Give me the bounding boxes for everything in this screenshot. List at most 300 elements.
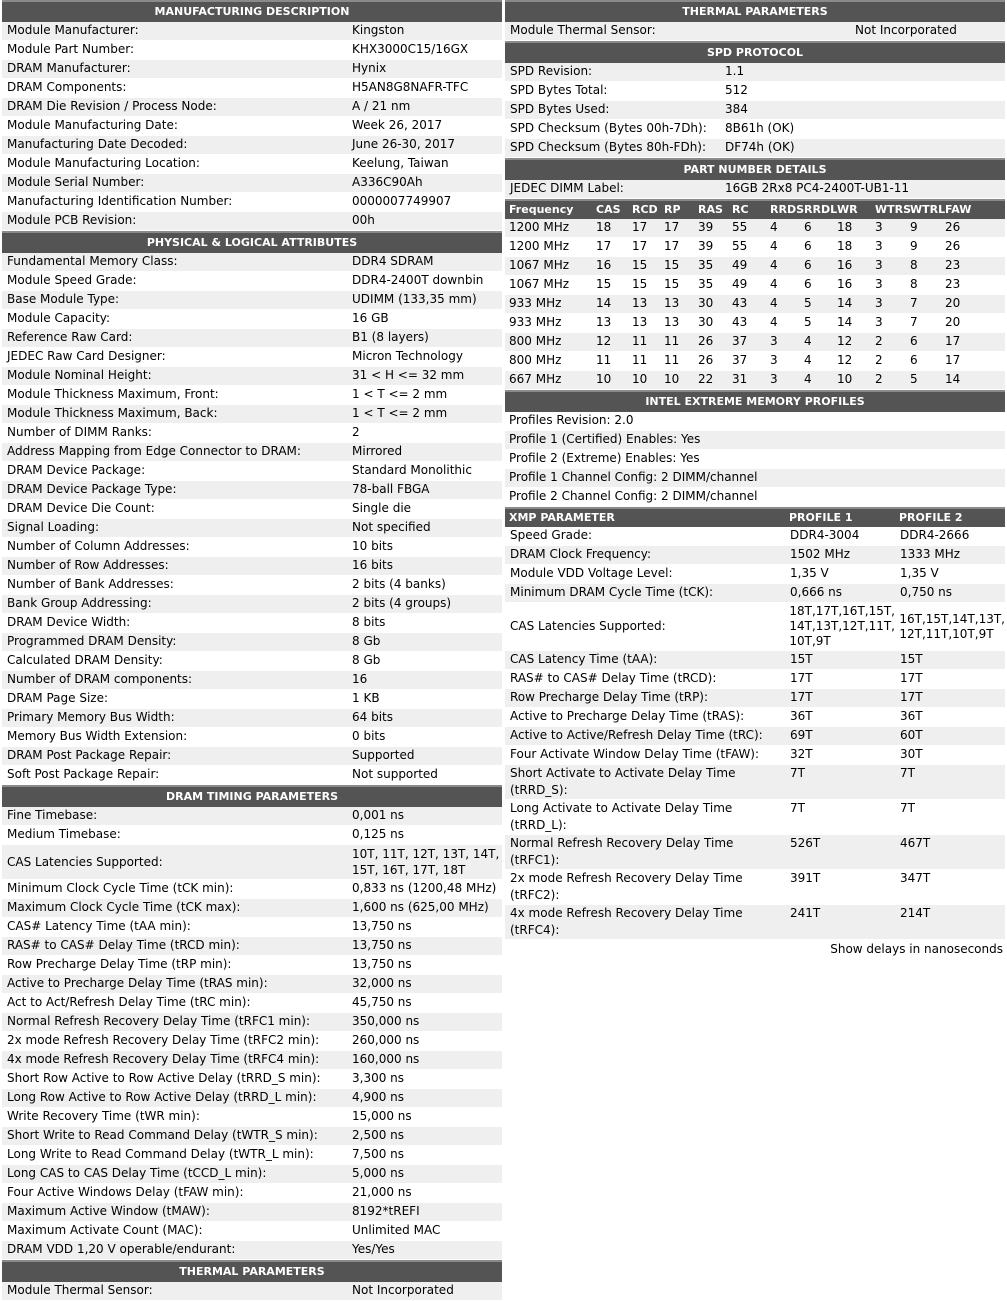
table-cell: 3: [875, 296, 883, 310]
table-row: [2, 956, 502, 975]
table-cell: 17T: [900, 690, 923, 704]
row-label: Module Thermal Sensor:: [510, 23, 656, 37]
table-cell: 7T: [900, 801, 915, 815]
table-row: [505, 82, 1005, 101]
row-value: 8 bits: [352, 615, 386, 629]
table-cell: 7: [910, 296, 918, 310]
table-cell: 1200 MHz: [509, 220, 570, 234]
section-header: PART NUMBER DETAILS: [505, 158, 1005, 180]
table-cell: 1067 MHz: [509, 258, 570, 272]
row-value: DF74h (OK): [725, 140, 795, 154]
table-cell: 1067 MHz: [509, 277, 570, 291]
row-value: Single die: [352, 501, 412, 515]
row-value: 0,833 ns (1200,48 MHz): [352, 881, 497, 895]
table-row: [2, 1241, 502, 1260]
table-row: [2, 937, 502, 956]
table-row: [505, 314, 1005, 333]
table-row: [2, 462, 502, 481]
xmp-line: Profiles Revision: 2.0: [505, 412, 1005, 431]
row-label: Number of Bank Addresses:: [7, 577, 174, 591]
table-cell: 667 MHz: [509, 372, 562, 386]
table-row: [2, 117, 502, 136]
table-row: [505, 352, 1005, 371]
column-header: RAS: [698, 203, 723, 216]
table-cell: 18: [596, 220, 612, 234]
table-cell: 12: [837, 334, 853, 348]
table-cell: 15T: [900, 652, 923, 666]
table-cell: 7T: [900, 766, 915, 780]
table-row: [2, 1222, 502, 1241]
row-label: DRAM Post Package Repair:: [7, 748, 172, 762]
table-cell: 39: [698, 239, 714, 253]
table-cell: 2: [875, 334, 883, 348]
row-label: Module Speed Grade:: [7, 273, 137, 287]
row-label: Module Thickness Maximum, Front:: [7, 387, 219, 401]
table-row: [505, 565, 1005, 584]
table-cell: 15: [632, 277, 648, 291]
row-value: 0000007749907: [352, 194, 452, 208]
table-row: [2, 60, 502, 79]
row-value: 10 bits: [352, 539, 393, 553]
table-cell: 30: [698, 315, 714, 329]
row-value: Week 26, 2017: [352, 118, 443, 132]
table-cell: 3: [770, 372, 778, 386]
xmp-line: Profile 2 Channel Config: 2 DIMM/channel: [505, 488, 1005, 507]
table-cell: 13: [664, 296, 680, 310]
table-cell: 37: [732, 353, 748, 367]
table-cell: 17: [596, 239, 612, 253]
table-row: [505, 603, 1005, 651]
frequency-table: [505, 199, 1005, 390]
row-value: A / 21 nm: [352, 99, 411, 113]
row-value: Unlimited MAC: [352, 1223, 441, 1237]
table-cell: 15: [596, 277, 612, 291]
row-label: Maximum Clock Cycle Time (tCK max):: [7, 900, 241, 914]
table-row: [2, 1032, 502, 1051]
table-row: [2, 22, 502, 41]
row-value: Yes/Yes: [352, 1242, 395, 1256]
row-value: 4,900 ns: [352, 1090, 405, 1104]
table-row: [505, 670, 1005, 689]
row-label: Module Manufacturer:: [7, 23, 139, 37]
table-cell: 26: [698, 353, 714, 367]
row-label: SPD Revision:: [510, 64, 593, 78]
table-cell: Speed Grade:: [510, 528, 593, 542]
table-row: [2, 690, 502, 709]
table-cell: 3: [875, 239, 883, 253]
table-cell: 214T: [900, 906, 931, 920]
table-cell: 6: [804, 239, 812, 253]
table-cell: 17: [945, 353, 961, 367]
row-label: Signal Loading:: [7, 520, 100, 534]
row-value: 32,000 ns: [352, 976, 412, 990]
row-label: Memory Bus Width Extension:: [7, 729, 188, 743]
section-header: THERMAL PARAMETERS: [505, 0, 1005, 22]
table-cell: 4: [770, 315, 778, 329]
row-value: 00h: [352, 213, 375, 227]
table-cell: 11: [596, 353, 612, 367]
row-label: DRAM Device Package Type:: [7, 482, 177, 496]
row-value: 13,750 ns: [352, 957, 412, 971]
table-row: [2, 174, 502, 193]
section-part: [505, 158, 1005, 199]
table-cell: 6: [910, 334, 918, 348]
table-row: [505, 651, 1005, 670]
table-row: [2, 212, 502, 231]
row-label: Maximum Active Window (tMAW):: [7, 1204, 210, 1218]
table-row: [2, 595, 502, 614]
table-row: [505, 708, 1005, 727]
table-row: [505, 101, 1005, 120]
table-row: [2, 807, 502, 826]
table-row: [2, 500, 502, 519]
row-value: Not Incorporated: [352, 1283, 454, 1297]
table-cell: 8: [910, 258, 918, 272]
row-label: Short Row Active to Row Active Delay (tRRD_S min):: [7, 1071, 321, 1085]
table-cell: 10: [664, 372, 680, 386]
row-value: 8192*tREFI: [352, 1204, 420, 1218]
row-value: 0 bits: [352, 729, 386, 743]
row-value: Kingston: [352, 23, 405, 37]
table-cell: 20: [945, 315, 961, 329]
table-cell: 22: [698, 372, 714, 386]
row-value: 31 < H <= 32 mm: [352, 368, 465, 382]
row-value: 3,300 ns: [352, 1071, 405, 1085]
row-value: 260,000 ns: [352, 1033, 420, 1047]
table-cell: 11: [664, 353, 680, 367]
table-row: [2, 193, 502, 212]
row-label: Number of DRAM components:: [7, 672, 193, 686]
table-cell: 13: [664, 315, 680, 329]
table-cell: 30T: [900, 747, 923, 761]
table-cell: Short Activate to Activate Delay Time (tRRD_S):: [510, 766, 736, 797]
table-cell: 0,750 ns: [900, 585, 953, 599]
table-cell: 4: [804, 353, 812, 367]
row-label: Base Module Type:: [7, 292, 120, 306]
row-value: 78-ball FBGA: [352, 482, 430, 496]
row-label: Module Thermal Sensor:: [7, 1283, 153, 1297]
table-cell: 3: [875, 220, 883, 234]
table-cell: 11: [632, 334, 648, 348]
row-label: Bank Group Addressing:: [7, 596, 152, 610]
row-value: 2 bits (4 banks): [352, 577, 446, 591]
table-cell: 241T: [790, 906, 821, 920]
row-value: 0,125 ns: [352, 827, 405, 841]
table-cell: 17: [632, 239, 648, 253]
table-cell: 1,35 V: [900, 566, 939, 580]
table-row: [2, 576, 502, 595]
xmp-profile-lines: [505, 412, 1005, 507]
table-row: [505, 333, 1005, 352]
table-row: [2, 826, 502, 845]
table-cell: 30: [698, 296, 714, 310]
table-cell: 14: [837, 296, 853, 310]
row-value: 45,750 ns: [352, 995, 412, 1009]
row-value: Not specified: [352, 520, 431, 534]
row-value: 7,500 ns: [352, 1147, 405, 1161]
table-row: [505, 120, 1005, 139]
table-cell: 18: [837, 239, 853, 253]
row-value: 350,000 ns: [352, 1014, 420, 1028]
row-value: 5,000 ns: [352, 1166, 405, 1180]
row-value: 15,000 ns: [352, 1109, 412, 1123]
table-row: [2, 443, 502, 462]
table-cell: 4: [770, 220, 778, 234]
row-label: Module Serial Number:: [7, 175, 145, 189]
row-value: 0,001 ns: [352, 808, 405, 822]
table-cell: 3: [875, 315, 883, 329]
table-cell: 17T: [790, 690, 813, 704]
section-header: MANUFACTURING DESCRIPTION: [2, 0, 502, 22]
row-label: DRAM Manufacturer:: [7, 61, 131, 75]
table-cell: 0,666 ns: [790, 585, 843, 599]
column-header: RP: [664, 203, 681, 216]
section-spd: [505, 41, 1005, 158]
nanoseconds-toggle-link[interactable]: Show delays in nanoseconds: [830, 942, 1003, 956]
table-row: [2, 348, 502, 367]
row-label: Module Capacity:: [7, 311, 111, 325]
row-value: 64 bits: [352, 710, 393, 724]
row-label: SPD Checksum (Bytes 00h-7Dh):: [510, 121, 707, 135]
table-cell: 55: [732, 220, 748, 234]
table-cell: 26: [945, 220, 961, 234]
table-cell: 69T: [790, 728, 813, 742]
row-label: Medium Timebase:: [7, 827, 121, 841]
table-cell: 4: [770, 239, 778, 253]
row-label: Module Thickness Maximum, Back:: [7, 406, 218, 420]
table-cell: 36T: [790, 709, 813, 723]
row-label: DRAM Components:: [7, 80, 127, 94]
table-cell: 467T: [900, 836, 931, 850]
table-cell: 36T: [900, 709, 923, 723]
table-cell: 2: [875, 372, 883, 386]
table-row: [505, 219, 1005, 238]
row-label: SPD Checksum (Bytes 80h-FDh):: [510, 140, 707, 154]
table-cell: 13: [632, 296, 648, 310]
row-label: Four Active Windows Delay (tFAW min):: [7, 1185, 244, 1199]
row-label: DRAM Page Size:: [7, 691, 109, 705]
table-cell: 5: [804, 315, 812, 329]
table-row: [2, 519, 502, 538]
right-column: [505, 0, 1005, 958]
table-row: [505, 63, 1005, 82]
table-cell: 12: [837, 353, 853, 367]
row-value: Micron Technology: [352, 349, 463, 363]
row-label: SPD Bytes Total:: [510, 83, 608, 97]
table-cell: Active to Precharge Delay Time (tRAS):: [510, 709, 745, 723]
section-header: PHYSICAL & LOGICAL ATTRIBUTES: [2, 231, 502, 253]
column-header: RC: [732, 203, 749, 216]
row-label: Manufacturing Identification Number:: [7, 194, 233, 208]
row-label: Write Recovery Time (tWR min):: [7, 1109, 200, 1123]
table-cell: 16: [837, 258, 853, 272]
table-cell: 49: [732, 258, 748, 272]
row-value: Supported: [352, 748, 415, 762]
table-row: [505, 689, 1005, 708]
table-row: [2, 79, 502, 98]
row-label: JEDEC DIMM Label:: [510, 181, 624, 195]
section-thermal: [505, 0, 1005, 41]
table-cell: 43: [732, 315, 748, 329]
column-header: Frequency: [509, 203, 574, 216]
table-cell: 3: [875, 277, 883, 291]
row-value: 8 Gb: [352, 634, 381, 648]
table-row: [2, 671, 502, 690]
table-cell: Normal Refresh Recovery Delay Time (tRFC1):: [510, 836, 734, 867]
row-value: 160,000 ns: [352, 1052, 420, 1066]
row-value: H5AN8G8NAFR-TFC: [352, 80, 469, 94]
xmp-line: Profile 2 (Extreme) Enables: Yes: [505, 450, 1005, 469]
table-row: [2, 1013, 502, 1032]
table-cell: 18: [837, 220, 853, 234]
row-label: Number of Column Addresses:: [7, 539, 190, 553]
table-row: [505, 22, 1005, 41]
table-cell: 60T: [900, 728, 923, 742]
table-cell: 347T: [900, 871, 931, 885]
table-row: [2, 880, 502, 899]
table-row: [2, 1282, 502, 1301]
table-row: [2, 1146, 502, 1165]
table-cell: Minimum DRAM Cycle Time (tCK):: [510, 585, 714, 599]
table-cell: Active to Active/Refresh Delay Time (tRC):: [510, 728, 763, 742]
table-row: [505, 371, 1005, 390]
table-cell: 17: [664, 220, 680, 234]
row-value: B1 (8 layers): [352, 330, 429, 344]
table-cell: 26: [945, 239, 961, 253]
table-cell: 9: [910, 239, 918, 253]
row-label: Long Write to Read Command Delay (tWTR_L min):: [7, 1147, 314, 1161]
table-row: [2, 899, 502, 918]
table-cell: CAS Latency Time (tAA):: [510, 652, 658, 666]
table-row: [505, 546, 1005, 565]
row-label: JEDEC Raw Card Designer:: [7, 349, 166, 363]
table-cell: 23: [945, 277, 961, 291]
row-label: Manufacturing Date Decoded:: [7, 137, 188, 151]
table-row: [2, 1184, 502, 1203]
table-row: [505, 584, 1005, 603]
table-row: [2, 557, 502, 576]
row-label: Programmed DRAM Density:: [7, 634, 177, 648]
column-header: CAS: [596, 203, 621, 216]
table-cell: 800 MHz: [509, 353, 562, 367]
row-label: DRAM Die Revision / Process Node:: [7, 99, 217, 113]
table-row: [505, 527, 1005, 546]
row-label: Long Row Active to Row Active Delay (tRRD_L min):: [7, 1090, 317, 1104]
table-row: [2, 747, 502, 766]
table-cell: 4: [770, 296, 778, 310]
table-row: [2, 652, 502, 671]
table-row: [505, 905, 1005, 940]
row-label: DRAM Device Width:: [7, 615, 131, 629]
row-value: 10T, 11T, 12T, 13T, 14T, 15T, 16T, 17T, 18T: [352, 847, 500, 877]
section-physical: [2, 231, 502, 785]
table-cell: Module VDD Voltage Level:: [510, 566, 673, 580]
table-cell: 6: [910, 353, 918, 367]
row-value: 1 < T <= 2 mm: [352, 387, 448, 401]
table-row: [505, 800, 1005, 835]
table-cell: 14: [837, 315, 853, 329]
section-header: INTEL EXTREME MEMORY PROFILES: [505, 390, 1005, 412]
table-cell: 17: [664, 239, 680, 253]
table-cell: 15T: [790, 652, 813, 666]
row-label: Normal Refresh Recovery Delay Time (tRFC1 min):: [7, 1014, 311, 1028]
table-row: [2, 405, 502, 424]
row-label: Number of DIMM Ranks:: [7, 425, 152, 439]
row-value: Hynix: [352, 61, 387, 75]
table-row: [2, 1051, 502, 1070]
table-cell: 23: [945, 258, 961, 272]
table-cell: Long Activate to Activate Delay Time (tRRD_L):: [510, 801, 733, 832]
section-header: DRAM TIMING PARAMETERS: [2, 785, 502, 807]
section-xmp: [505, 390, 1005, 958]
table-cell: 933 MHz: [509, 296, 562, 310]
table-cell: 11: [664, 334, 680, 348]
row-value: 16GB 2Rx8 PC4-2400T-UB1-11: [725, 181, 910, 195]
table-cell: 4: [804, 334, 812, 348]
table-cell: 17T: [790, 671, 813, 685]
table-row: [2, 538, 502, 557]
table-cell: 10: [837, 372, 853, 386]
table-cell: 13: [632, 315, 648, 329]
section-timing: [2, 785, 502, 1260]
row-label: DRAM VDD 1,20 V operable/endurant:: [7, 1242, 236, 1256]
row-label: CAS Latencies Supported:: [7, 854, 163, 869]
table-cell: Row Precharge Delay Time (tRP):: [510, 690, 709, 704]
table-cell: 5: [910, 372, 918, 386]
row-label: Number of Row Addresses:: [7, 558, 169, 572]
row-value: A336C90Ah: [352, 175, 423, 189]
row-value: Keelung, Taiwan: [352, 156, 449, 170]
table-cell: 16: [596, 258, 612, 272]
row-label: Module Part Number:: [7, 42, 134, 56]
row-label: Calculated DRAM Density:: [7, 653, 163, 667]
table-cell: 14: [596, 296, 612, 310]
table-row: [505, 257, 1005, 276]
row-value: 16 GB: [352, 311, 389, 325]
row-value: UDIMM (133,35 mm): [352, 292, 477, 306]
table-cell: 43: [732, 296, 748, 310]
table-cell: 17T: [900, 671, 923, 685]
column-header: RRDL: [804, 203, 838, 216]
table-cell: 1333 MHz: [900, 547, 961, 561]
row-value: 8 Gb: [352, 653, 381, 667]
row-label: Module Manufacturing Date:: [7, 118, 178, 132]
row-label: Module Nominal Height:: [7, 368, 152, 382]
table-cell: 39: [698, 220, 714, 234]
table-row: [505, 276, 1005, 295]
section-header: THERMAL PARAMETERS: [2, 1260, 502, 1282]
table-cell: 32T: [790, 747, 813, 761]
row-label: Reference Raw Card:: [7, 330, 133, 344]
table-row: [2, 481, 502, 500]
table-cell: 35: [698, 277, 714, 291]
table-cell: 4: [804, 372, 812, 386]
row-label: Active to Precharge Delay Time (tRAS min):: [7, 976, 268, 990]
table-cell: DRAM Clock Frequency:: [510, 547, 652, 561]
table-row: [2, 728, 502, 747]
section-thermal: [2, 1260, 502, 1301]
table-row: [2, 709, 502, 728]
table-cell: 10: [632, 372, 648, 386]
row-value: 1 < T <= 2 mm: [352, 406, 448, 420]
row-label: Fine Timebase:: [7, 808, 98, 822]
table-row: [505, 765, 1005, 800]
column-header: PROFILE 2: [899, 511, 963, 524]
column-header: RCD: [632, 203, 658, 216]
table-cell: 55: [732, 239, 748, 253]
table-cell: 3: [875, 258, 883, 272]
table-cell: 37: [732, 334, 748, 348]
